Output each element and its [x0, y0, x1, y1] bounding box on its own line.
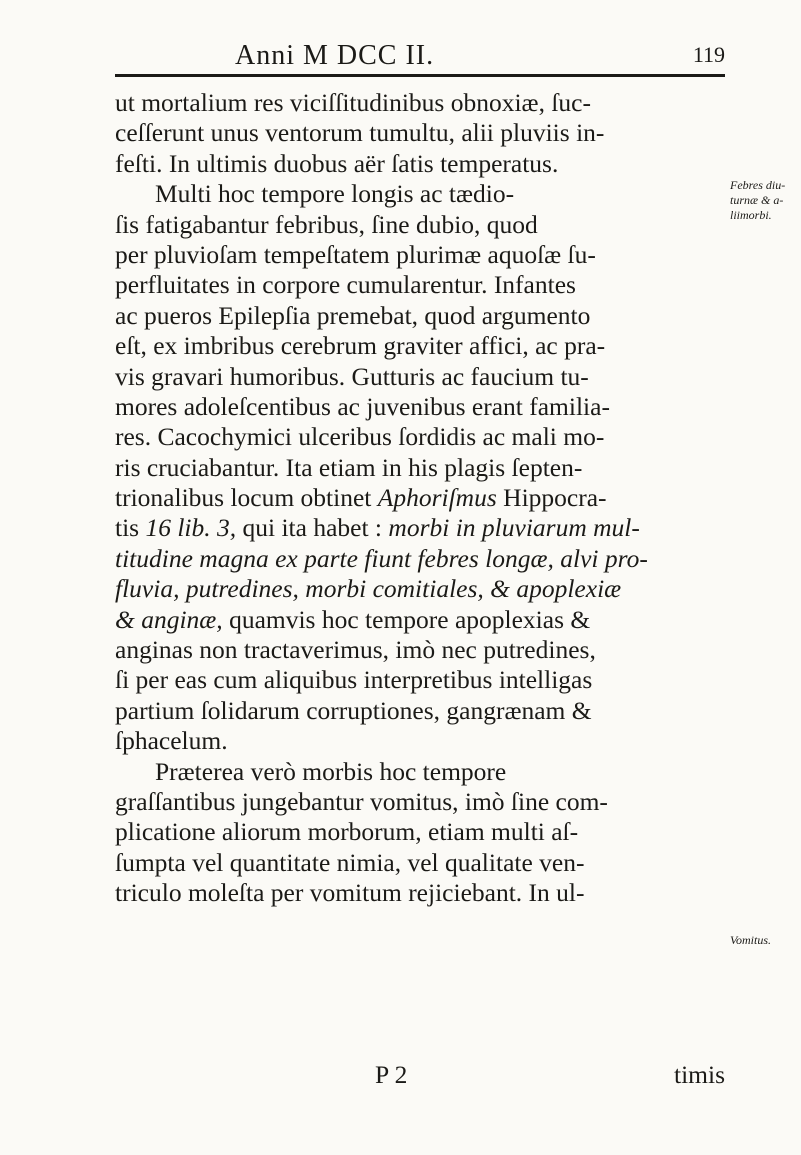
catchword: timis	[673, 1060, 725, 1089]
text-segment: quamvis hoc tempore apoplexias &	[229, 604, 591, 634]
text-line: ceſſerunt unus ventorum tumultu, alii pluviis in-	[115, 118, 605, 148]
text-line: ſi per eas cum aliquibus interpretibus intelligas	[115, 665, 593, 695]
text-segment: trionalibus locum obtinet	[115, 483, 372, 513]
text-line: ſumpta vel quantitate nimia, vel qualitate ven-	[115, 847, 585, 877]
text-line	[115, 513, 725, 543]
text-line: plicatione aliorum morborum, etiam multi aſ-	[115, 817, 579, 847]
body-text	[115, 88, 725, 909]
margin-note-line: liimorbi.	[730, 208, 772, 222]
text-line: perfluitates in corpore cumularentur. Infantes	[115, 270, 576, 300]
text-line: mores adoleſcentibus ac juvenibus erant familia-	[115, 391, 610, 421]
text-segment: qui ita habet :	[242, 513, 383, 543]
text-line: eſt, ex imbribus cerebrum graviter affici, ac pra-	[115, 331, 606, 361]
signature-line	[115, 1060, 725, 1092]
text-line: partium ſolidarum corruptiones, gangrænam &	[115, 695, 592, 725]
quotation-line: titudine magna ex parte fiunt febres longæ, alvi pro-	[115, 543, 648, 573]
text-line: ſphacelum.	[115, 726, 228, 756]
text-line: res. Cacochymici ulceribus ſordidis ac mali mo-	[115, 422, 605, 452]
quotation-line: fluvia, putredines, morbi comitiales, & apoplexiæ	[115, 574, 622, 604]
quotation: morbi in pluviarum mul-	[388, 513, 640, 543]
margin-note-vomitus	[730, 933, 771, 948]
header-rule	[115, 74, 725, 77]
margin-note-line: Vomitus.	[730, 933, 772, 947]
text-line: Multi hoc tempore longis ac tædio-	[155, 179, 515, 209]
text-line: graſſantibus jungebantur vomitus, imò ſine com-	[115, 786, 608, 816]
aphorism-reference: Aphoriſmus	[377, 483, 497, 513]
margin-note-line: turnæ & a-	[730, 193, 784, 207]
running-header	[115, 38, 725, 72]
margin-note-line: Febres diu-	[730, 178, 786, 192]
running-title: Anni M DCC II.	[235, 40, 435, 71]
margin-note-febres	[730, 178, 785, 223]
text-line: ac pueros Epilepſia premebat, quod argumento	[115, 300, 591, 330]
text-line: ut mortalium res viciſſitudinibus obnoxiæ, ſuc-	[115, 88, 591, 117]
text-line: feſti. In ultimis duobus aër ſatis temperatus.	[115, 148, 559, 178]
page-number: 119	[692, 42, 725, 67]
text-line: per pluvioſam tempeſtatem plurimæ aquoſæ ſu-	[115, 239, 596, 269]
book-reference: 16 lib. 3,	[145, 513, 237, 543]
text-segment: Hippocra-	[503, 483, 607, 513]
quotation: & anginæ,	[115, 604, 223, 634]
text-line: anginas non tractaverimus, imò nec putredines,	[115, 635, 596, 665]
text-segment: tis	[115, 513, 140, 543]
signature-mark: P 2	[375, 1060, 408, 1089]
text-line	[115, 605, 725, 635]
text-line: vis gravari humoribus. Gutturis ac faucium tu-	[115, 361, 589, 391]
text-line: Præterea verò morbis hoc tempore	[155, 756, 507, 786]
text-line: ſis fatigabantur febribus, ſine dubio, quod	[115, 209, 538, 239]
text-line: triculo moleſta per vomitum rejiciebant. In ul-	[115, 878, 585, 908]
text-line: ris cruciabantur. Ita etiam in his plagis ſepten-	[115, 452, 583, 482]
text-line	[115, 483, 725, 513]
